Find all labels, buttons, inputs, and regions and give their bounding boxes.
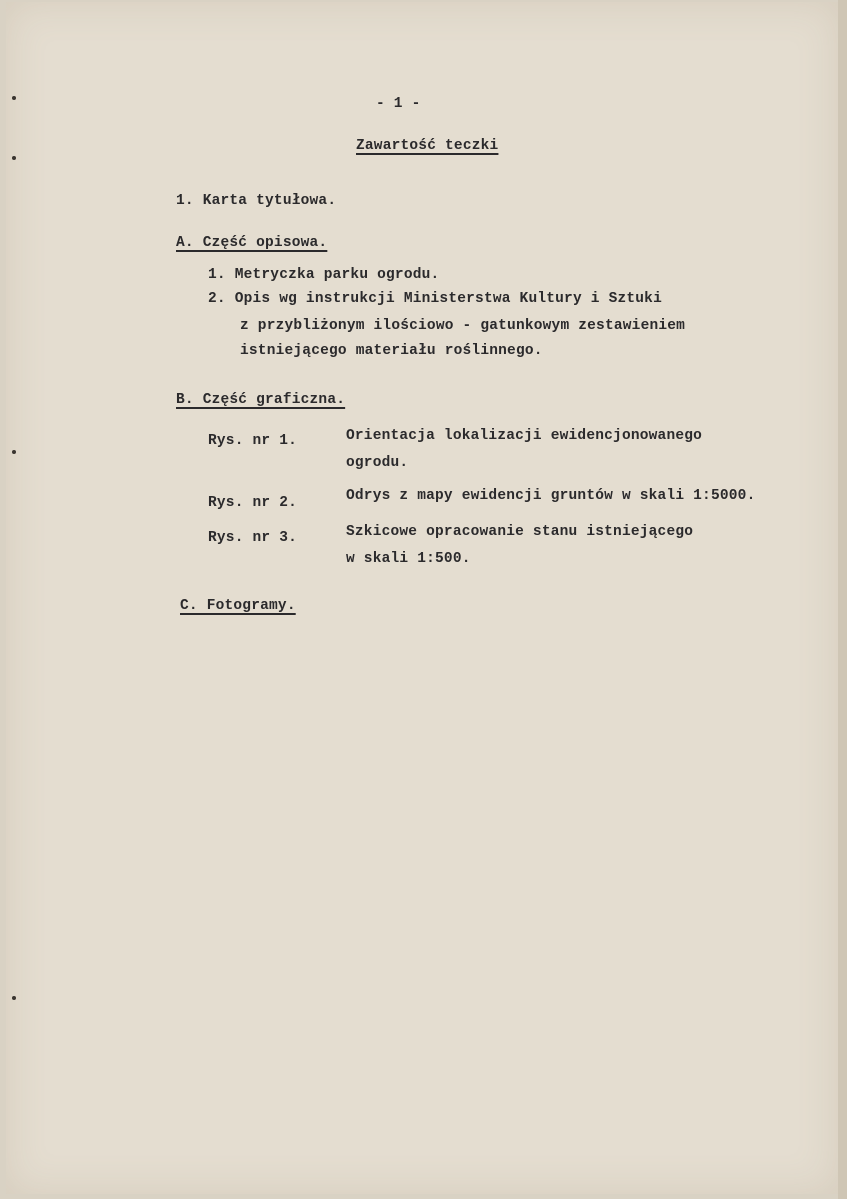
document-page [6, 2, 838, 1194]
drawing-description: Odrys z mapy ewidencji gruntów w skali 1:5000. [346, 488, 756, 504]
list-item-continuation: z przybliżonym ilościowo - gatunkowym zestawieniem [240, 318, 686, 334]
list-item: 2. Opis wg instrukcji Ministerstwa Kultury i Sztuki [208, 291, 662, 307]
drawing-label: Rys. nr 3. [208, 530, 298, 546]
page-number: - 1 - [376, 96, 421, 112]
drawing-label: Rys. nr 2. [208, 495, 298, 511]
drawing-description: ogrodu. [346, 455, 409, 471]
section-heading: C. Fotogramy. [180, 598, 296, 614]
list-item-continuation: istniejącego materiału roślinnego. [240, 343, 543, 359]
section-heading: B. Część graficzna. [176, 392, 346, 408]
margin-mark [12, 450, 16, 454]
list-item: 1. Metryczka parku ogrodu. [208, 267, 440, 283]
page-edge [838, 0, 847, 1199]
drawing-description: Orientacja lokalizacji ewidencjonowanego [346, 428, 703, 444]
drawing-description: w skali 1:500. [346, 551, 471, 567]
margin-mark [12, 156, 16, 160]
list-item: 1. Karta tytułowa. [176, 193, 337, 209]
drawing-description: Szkicowe opracowanie stanu istniejącego [346, 524, 694, 540]
margin-mark [12, 996, 16, 1000]
drawing-label: Rys. nr 1. [208, 433, 298, 449]
margin-mark [12, 96, 16, 100]
page-title: Zawartość teczki [356, 138, 499, 154]
section-heading: A. Część opisowa. [176, 235, 328, 251]
